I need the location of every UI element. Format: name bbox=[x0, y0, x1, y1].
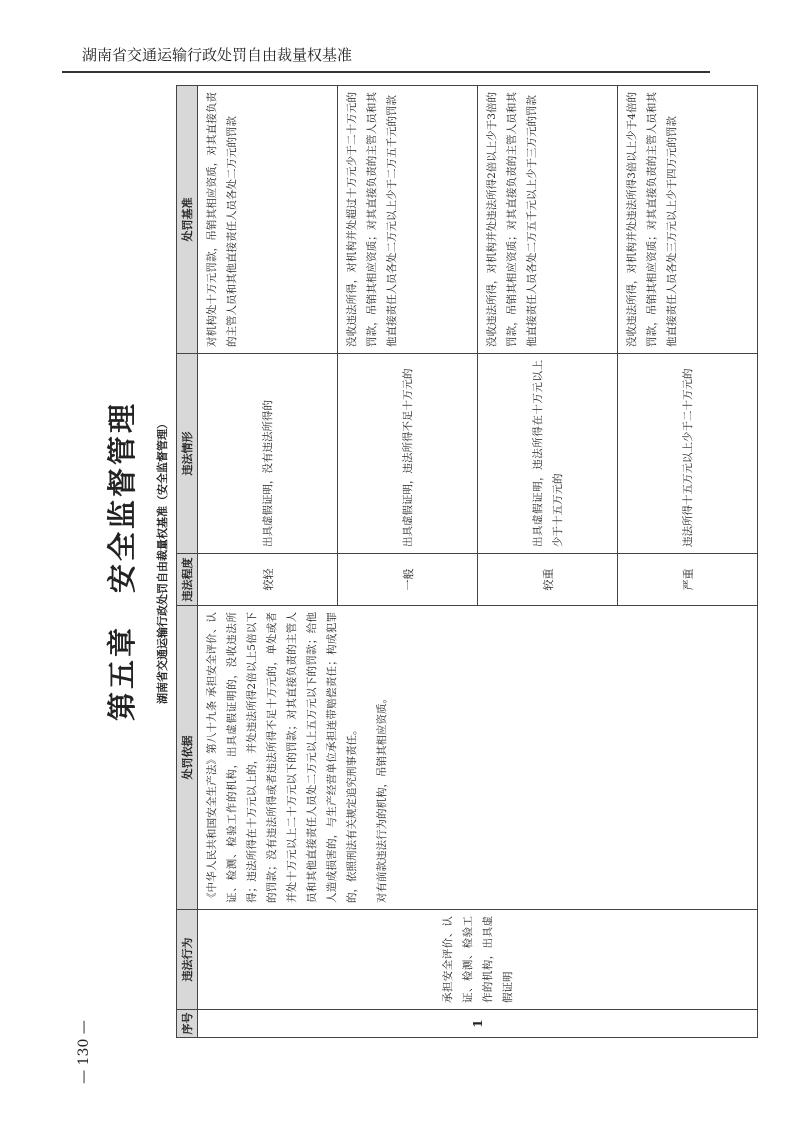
column-header-degree: 违法程度 bbox=[177, 554, 198, 606]
degree-cell: 一般 bbox=[338, 554, 478, 606]
penalty-cell: 对机构处十万元罚款，吊销其相应资质，对其直接负责的主管人员和其他直接责任人员各处二万元的罚款 bbox=[198, 86, 338, 354]
penalty-cell: 没收违法所得，对机构并处超过十万元少于二十万元的罚款，吊销其相应资质；对其直接负责的主管人员和其他直接责任人员各处二万元以上少于二万五千元的罚款 bbox=[338, 86, 478, 354]
degree-cell: 严重 bbox=[618, 554, 758, 606]
degree-cell: 较重 bbox=[478, 554, 618, 606]
degree-cell: 较轻 bbox=[198, 554, 338, 606]
basis-note-text: 对有前款违法行为的机构，吊销其相应资质。 bbox=[376, 693, 388, 903]
column-header-penalty: 处罚基准 bbox=[177, 86, 198, 354]
penalty-standard-table bbox=[176, 85, 758, 1038]
seq-number: 1 bbox=[198, 1010, 758, 1038]
situation-cell: 出具虚假证明，违法所得不足十万元的 bbox=[338, 354, 478, 554]
situation-cell: 出具虚假证明，没有违法所得的 bbox=[198, 354, 338, 554]
column-header-basis: 处罚依据 bbox=[177, 606, 198, 910]
column-header-situation: 违法情形 bbox=[177, 354, 198, 554]
penalty-cell: 没收违法所得，对机构并处违法所得2倍以上少于3倍的罚款，吊销其相应资质；对其直接负责的主管人员和其他直接责任人员各处二万五千元以上少于三万元的罚款 bbox=[478, 86, 618, 354]
basis-cell bbox=[198, 606, 758, 910]
penalty-cell: 没收违法所得，对机构并处违法所得3倍以上少于4倍的罚款，吊销其相应资质；对其直接负责的主管人员和其他直接责任人员各处三万元以上少于四万元的罚款 bbox=[618, 86, 758, 354]
situation-cell: 违法所得十五万元以上少于二十万元的 bbox=[618, 354, 758, 554]
chapter-title: 第五章 安全监督管理 bbox=[105, 401, 139, 722]
column-header-seq: 序号 bbox=[177, 1010, 198, 1038]
page-number: — 130 — bbox=[76, 1020, 92, 1084]
running-header: 湖南省交通运输行政处罚自由裁量权基准 bbox=[82, 46, 353, 64]
column-header-violation: 违法行为 bbox=[177, 910, 198, 1010]
basis-main-text: 《中华人民共和国安全生产法》第八十九条 承担安全评价、认证、检测、检验工作的机构，出具虚假证明的，没收违法所得；违法所得在十万元以上的，并处违法所得2倍以上5倍以下的罚款；没有违法所得或者违法所得不足十万元的，单处或者并处十万元以上二十万元以下的罚款；对其直接负责的主管人员和其他直接责任人员处二万元以上五万元以下的罚款；给他人造成损害的，与生产经营单位承担连带赔偿责任；构成犯罪的，依照刑法有关规定追究刑事责任。 bbox=[206, 612, 358, 903]
table-row bbox=[198, 86, 338, 1038]
situation-cell: 出具虚假证明，违法所得在十万元以上少于十五万元的 bbox=[478, 354, 618, 554]
table-header-row bbox=[177, 86, 198, 1038]
violation-cell: 承担安全评价、认证、检测、检验工作的机构，出具虚假证明 bbox=[198, 910, 758, 1010]
table-subtitle: 湖南省交通运输行政处罚自由裁量权基准（安全监督管理） bbox=[156, 418, 169, 704]
